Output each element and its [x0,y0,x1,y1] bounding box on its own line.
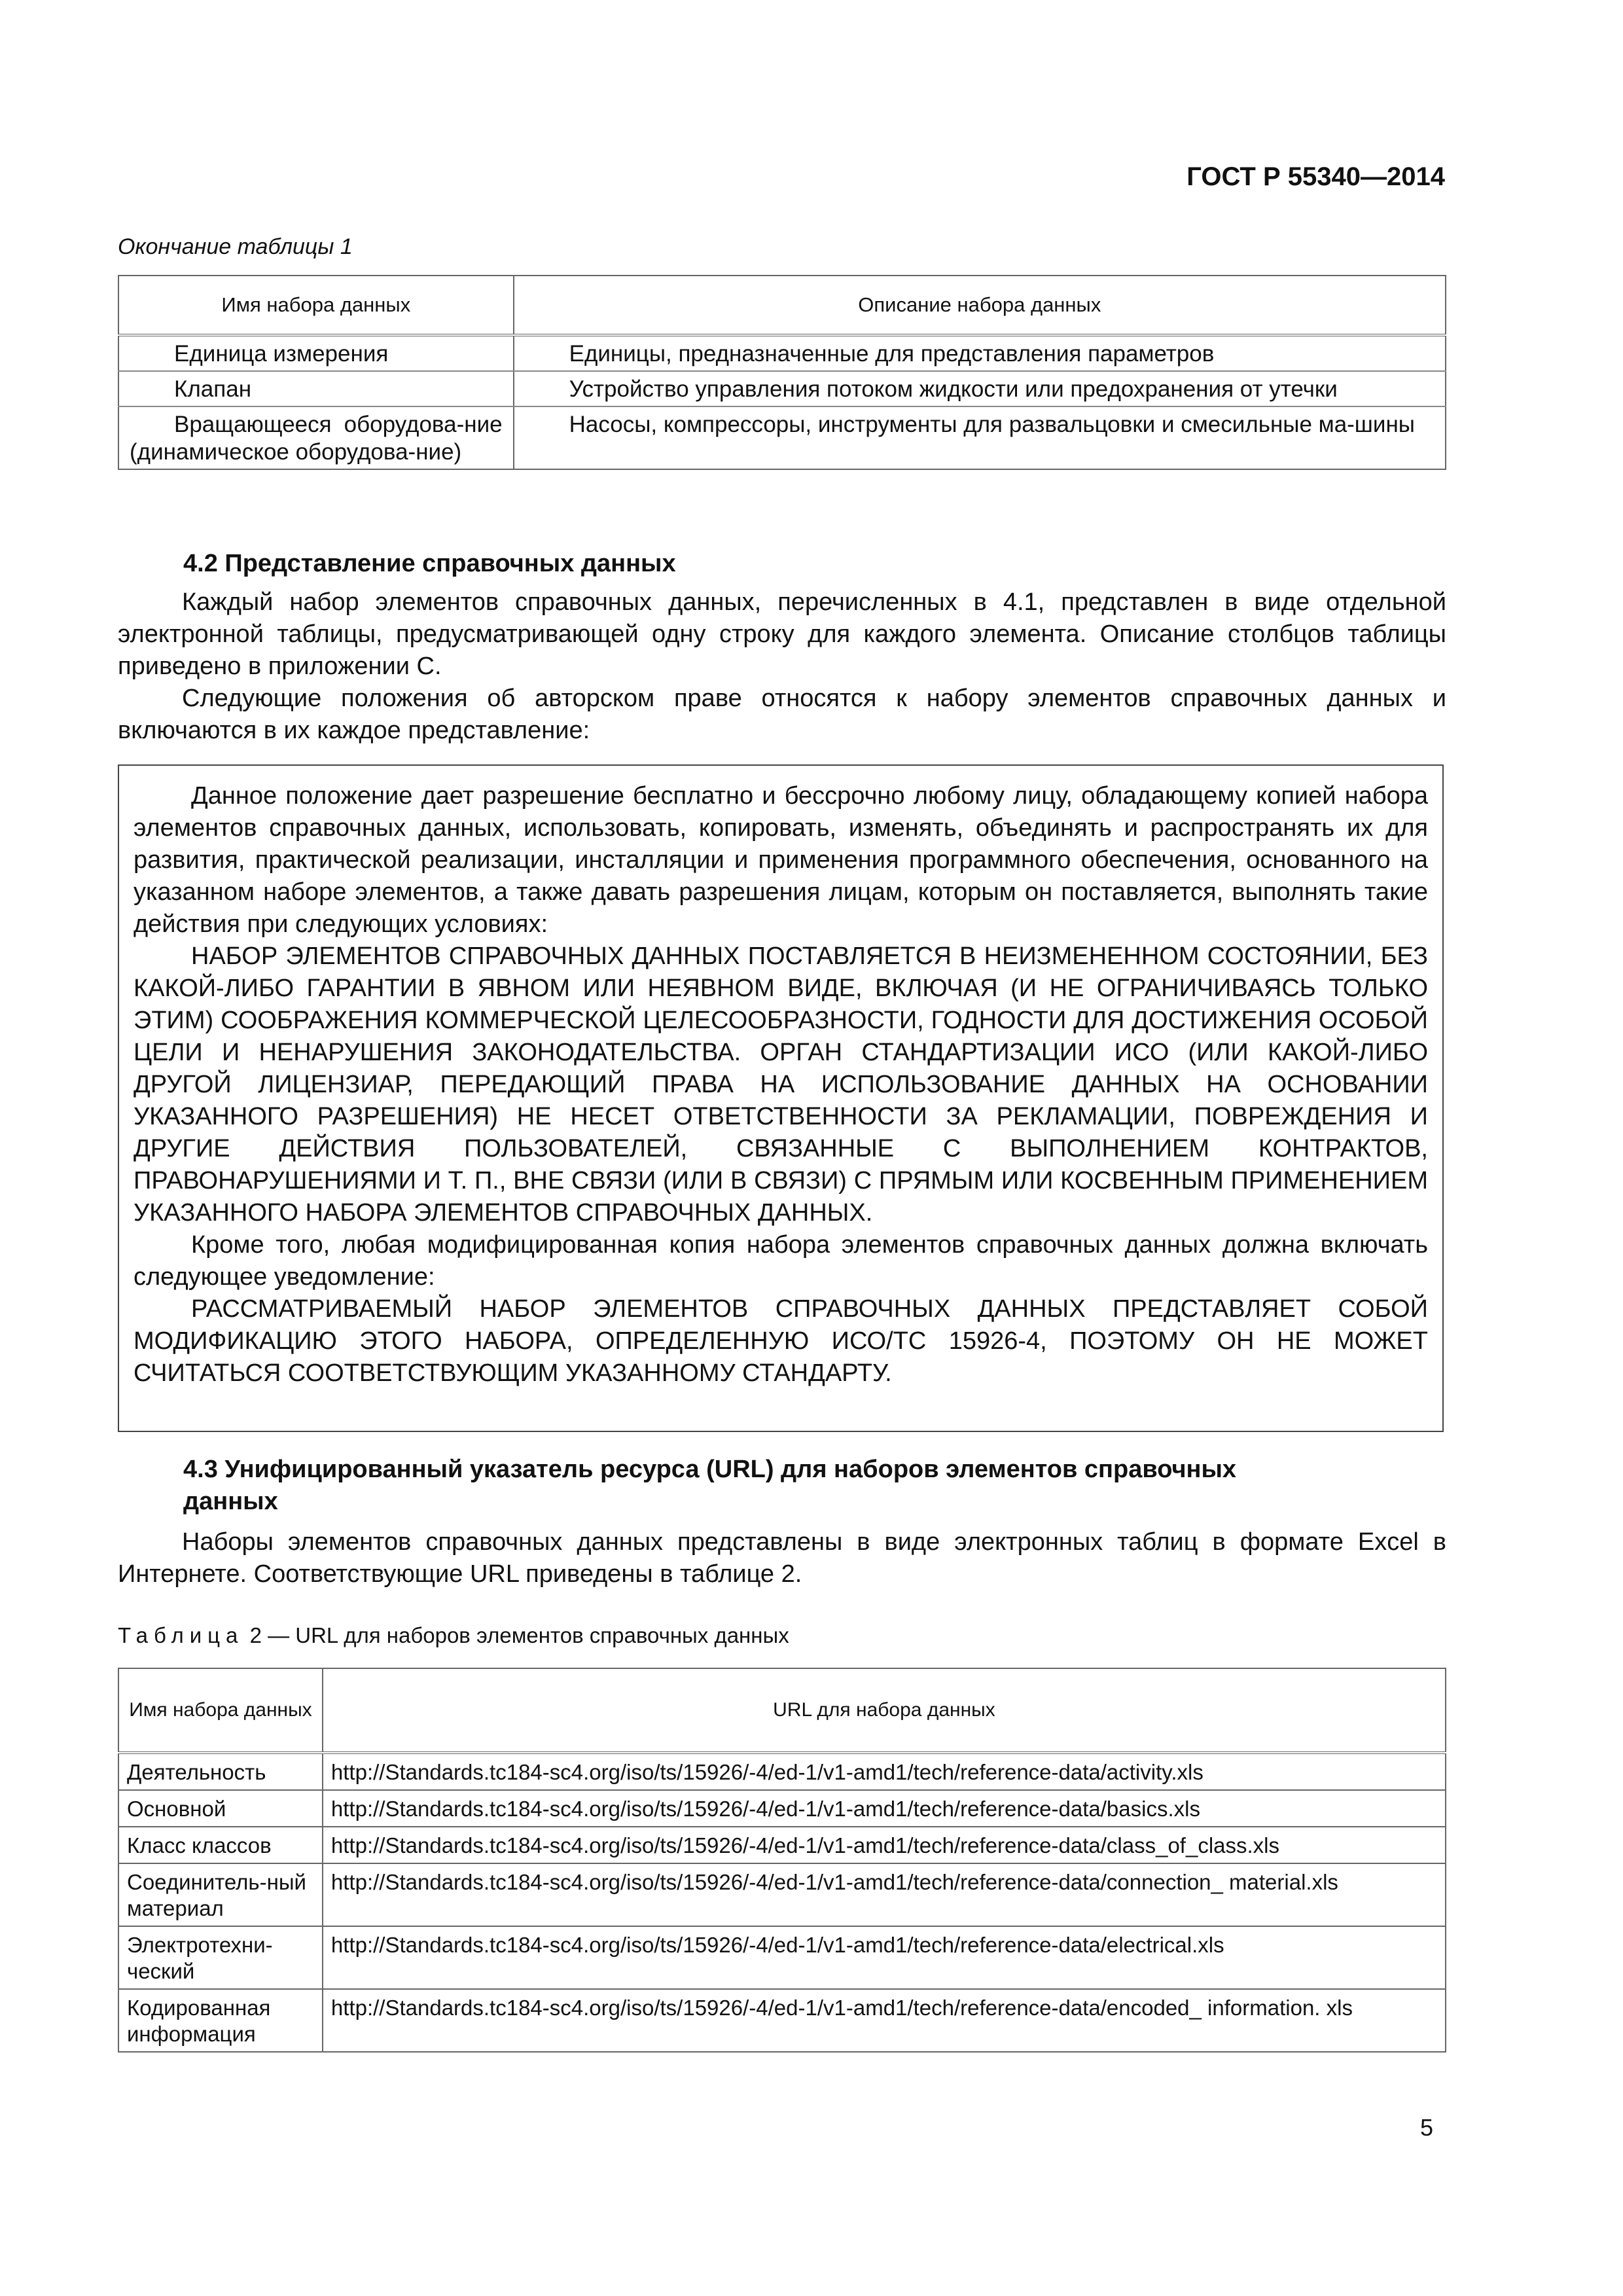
table-header-row [118,1668,1446,1753]
section-heading: 4.3 Унифицированный указатель ресурса (URL) для наборов элементов справочных [183,1456,1237,1483]
table-cell: Соединитель-ный материал [118,1863,323,1926]
document-code: ГОСТ Р 55340—2014 [1186,162,1445,191]
paragraph: Каждый набор элементов справочных данных, перечисленных в 4.1, представлен в виде отдельной электронной таблицы, предусматривающей одну строку для каждого элемента. Описание столбцов таблицы приведено в приложении С. [118,588,1446,680]
table-cell: Единица измерения [118,335,514,371]
table-row [118,1989,1446,2052]
notice-paragraph: Кроме того, любая модифицированная копия набора элементов справочных данных должна включать следующее уведомление: [134,1231,1428,1291]
notice-paragraph: НАБОР ЭЛЕМЕНТОВ СПРАВОЧНЫХ ДАННЫХ ПОСТАВЛЯЕТСЯ В НЕИЗМЕНЕННОМ СОСТОЯНИИ, БЕЗ КАКОЙ-ЛИБО ГАРАНТИИ В ЯВНОМ ИЛИ НЕЯВНОМ ВИДЕ, ВКЛЮЧАЯ (И НЕ ОГРАНИЧИВАЯСЬ ТОЛЬКО ЭТИМ) СООБРАЖЕНИЯ КОММЕРЧЕСКОЙ ЦЕЛЕСООБРАЗНОСТИ, ГОДНОСТИ ДЛЯ ДОСТИЖЕНИЯ ОСОБОЙ ЦЕЛИ И НЕНАРУШЕНИЯ ЗАКОНОДАТЕЛЬСТВА. ОРГАН СТАНДАРТИЗАЦИИ ИСО (ИЛИ КАКОЙ-ЛИБО ДРУГОЙ ЛИЦЕНЗИАР, ПЕРЕДАЮЩИЙ ПРАВА НА ИСПОЛЬЗОВАНИЕ ДАННЫХ НА ОСНОВАНИИ УКАЗАННОГО РАЗРЕШЕНИЯ) НЕ НЕСЕТ ОТВЕТСТВЕННОСТИ ЗА РЕКЛАМАЦИИ, ПОВРЕЖДЕНИЯ И ДРУГИЕ ДЕЙСТВИЯ ПОЛЬЗОВАТЕЛЕЙ, СВЯЗАННЫЕ С ВЫПОЛНЕНИЕМ КОНТРАКТОВ, ПРАВОНАРУШЕНИЯМИ И Т. П., ВНЕ СВЯЗИ (ИЛИ В СВЯЗИ) С ПРЯМЫМ ИЛИ КОСВЕННЫМ ПРИМЕНЕНИЕМ УКАЗАННОГО НАБОРА ЭЛЕМЕНТОВ СПРАВОЧНЫХ ДАННЫХ. [134,942,1428,1227]
table-row [118,1753,1446,1790]
table-header-cell: Имя набора данных [118,276,514,335]
table-header-row [118,276,1446,335]
table-cell: Клапан [118,371,514,406]
table-header-cell: URL для набора данных [323,1668,1446,1753]
table-cell: Кодированная информация [118,1989,323,2052]
table-row [118,1863,1446,1926]
table-header-cell: Описание набора данных [514,276,1446,335]
table-row [118,1790,1446,1827]
table2-caption-label: Таблица [118,1623,244,1647]
url-cell: http://Standards.tc184-sc4.org/iso/ts/15926/-4/ed-1/v1-amd1/tech/reference-data/connection_ material.xls [323,1863,1446,1926]
section-heading-continued: данных [183,1488,278,1515]
table-cell: Устройство управления потоком жидкости или предохранения от утечки [514,371,1446,406]
page-number: 5 [1420,2114,1434,2141]
table-row [118,406,1446,469]
paragraph: Наборы элементов справочных данных представлены в виде электронных таблиц в формате Excel в Интернете. Соответствующие URL приведены в таблице 2. [118,1528,1446,1588]
notice-paragraph: Данное положение дает разрешение бесплатно и бессрочно любому лицу, обладающему копией набора элементов справочных данных, использовать, копировать, изменять, объединять и распространять их для развития, практической реализации, инсталляции и применения программного обеспечения, основанного на указанном наборе элементов, а также давать разрешения лицам, которым он поставляется, выполнять такие действия при следующих условиях: [134,782,1428,938]
table-row [118,371,1446,406]
table-cell: Основной [118,1790,323,1827]
url-cell: http://Standards.tc184-sc4.org/iso/ts/15926/-4/ed-1/v1-amd1/tech/reference-data/activity.xls [323,1753,1446,1790]
section-heading: 4.2 Представление справочных данных [183,550,676,577]
table-header-cell: Имя набора данных [118,1668,323,1753]
url-cell: http://Standards.tc184-sc4.org/iso/ts/15926/-4/ed-1/v1-amd1/tech/reference-data/class_of_class.xls [323,1827,1446,1863]
table-cell: Вращающееся оборудова-ние (динамическое оборудова-ние) [118,406,514,469]
table-row [118,1926,1446,1989]
table-row [118,335,1446,371]
table-cell: Класс классов [118,1827,323,1863]
table1 [118,275,1446,470]
table2-caption [118,1623,789,1648]
url-cell: http://Standards.tc184-sc4.org/iso/ts/15926/-4/ed-1/v1-amd1/tech/reference-data/encoded_ information. xls [323,1989,1446,2052]
table-cell: Единицы, предназначенные для представления параметров [514,335,1446,371]
url-cell: http://Standards.tc184-sc4.org/iso/ts/15926/-4/ed-1/v1-amd1/tech/reference-data/electrical.xls [323,1926,1446,1989]
table2 [118,1668,1446,2053]
table-cell: Насосы, компрессоры, инструменты для развальцовки и смесильные ма-шины [514,406,1446,469]
table-row [118,1827,1446,1863]
paragraph: Следующие положения об авторском праве относятся к набору элементов справочных данных и включаются в их каждое представление: [118,685,1446,744]
copyright-notice-box [118,764,1444,1432]
notice-paragraph: РАССМАТРИВАЕМЫЙ НАБОР ЭЛЕМЕНТОВ СПРАВОЧНЫХ ДАННЫХ ПРЕДСТАВЛЯЕТ СОБОЙ МОДИФИКАЦИЮ ЭТОГО НАБОРА, ОПРЕДЕЛЕННУЮ ИСО/ТС 15926-4, ПОЭТОМУ ОН НЕ МОЖЕТ СЧИТАТЬСЯ СООТВЕТСТВУЮЩИМ УКАЗАННОМУ СТАНДАРТУ. [134,1295,1428,1387]
table-cell: Электротехни-ческий [118,1926,323,1989]
url-cell: http://Standards.tc184-sc4.org/iso/ts/15926/-4/ed-1/v1-amd1/tech/reference-data/basics.xls [323,1790,1446,1827]
table-cell: Деятельность [118,1753,323,1790]
table2-caption-text: 2 — URL для наборов элементов справочных данных [249,1623,789,1647]
table1-caption: Окончание таблицы 1 [118,234,353,259]
